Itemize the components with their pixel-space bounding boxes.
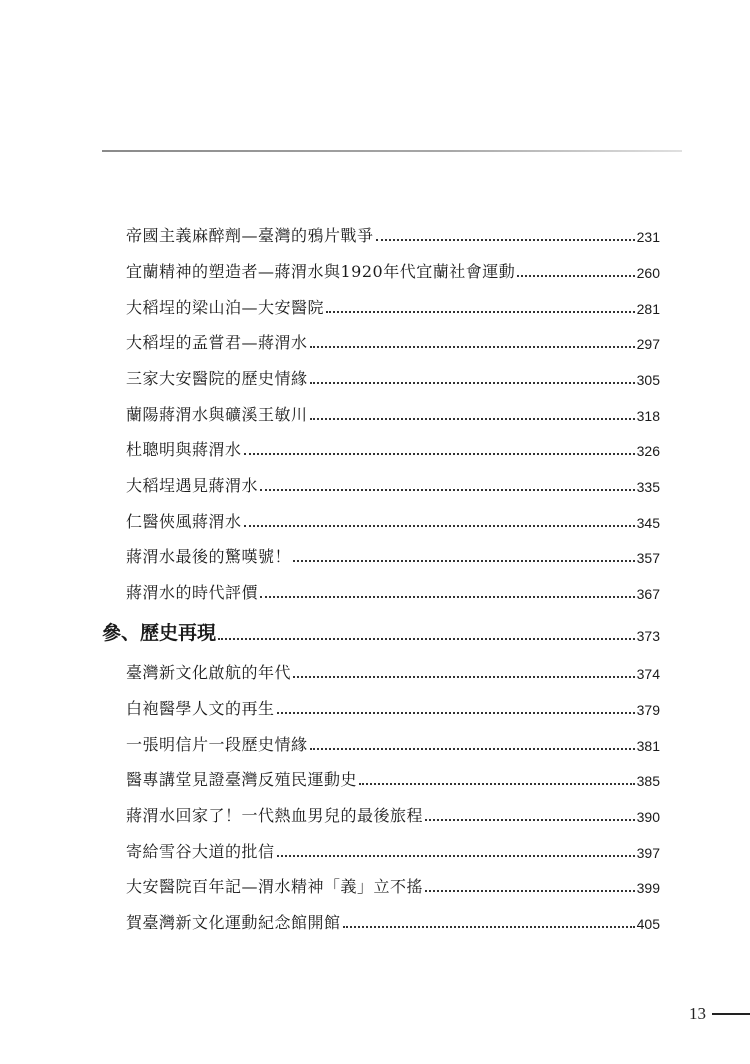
toc-section-heading[interactable] xyxy=(102,617,660,645)
toc-entry[interactable] xyxy=(126,838,660,862)
toc-entry[interactable] xyxy=(126,731,660,755)
toc-entry[interactable] xyxy=(126,436,660,460)
toc-entry-page: 397 xyxy=(636,845,660,861)
toc-entry-title: 杜聰明與蔣渭水 xyxy=(126,440,242,459)
toc-entry-page: 381 xyxy=(636,738,660,754)
toc-entry[interactable] xyxy=(126,659,660,683)
section-title: 參、歷史再現 xyxy=(102,622,217,644)
toc-entry-title: 大稻埕的梁山泊—大安醫院 xyxy=(126,298,325,317)
toc-entry-title: 大稻埕遇見蔣渭水 xyxy=(126,476,259,495)
toc-entry-title: 白袍醫學人文的再生 xyxy=(126,699,275,718)
toc-entry[interactable] xyxy=(126,802,660,826)
dot-leader xyxy=(326,311,635,313)
toc-entry[interactable] xyxy=(126,222,660,246)
toc-entry-page: 390 xyxy=(636,809,660,825)
toc-entry-title: 一張明信片一段歷史情緣 xyxy=(126,735,308,754)
dot-leader xyxy=(359,783,635,785)
toc-entry[interactable] xyxy=(126,508,660,532)
toc-entry-title: 蘭陽蔣渭水與礦溪王敏川 xyxy=(126,405,308,424)
toc-entry-page: 374 xyxy=(636,666,660,682)
toc-entry-title: 臺灣新文化啟航的年代 xyxy=(126,663,292,682)
dot-leader xyxy=(244,525,635,527)
dot-leader xyxy=(425,890,635,892)
toc-entry[interactable] xyxy=(126,873,660,897)
toc-entry-title: 三家大安醫院的歷史情緣 xyxy=(126,369,308,388)
dot-leader xyxy=(310,748,635,750)
toc-entry[interactable] xyxy=(126,766,660,790)
dot-leader xyxy=(425,819,635,821)
toc-entry-page: 318 xyxy=(636,408,660,424)
toc-entry-title: 帝國主義麻醉劑—臺灣的鴉片戰爭 xyxy=(126,226,374,245)
toc-entry-page: 367 xyxy=(636,586,660,602)
dot-leader xyxy=(517,275,634,277)
dot-leader xyxy=(310,346,635,348)
toc-entry-title: 宜蘭精神的塑造者—蔣渭水與1920年代宜蘭社會運動 xyxy=(126,262,516,281)
dot-leader xyxy=(376,239,635,241)
section-page: 373 xyxy=(636,628,660,644)
toc-entry[interactable] xyxy=(126,579,660,603)
toc-entry-page: 399 xyxy=(636,880,660,896)
dot-leader xyxy=(293,560,635,562)
dot-leader xyxy=(260,489,635,491)
toc-entry-page: 385 xyxy=(636,773,660,789)
toc-entry-title: 大安醫院百年記—渭水精神「義」立不搖 xyxy=(126,877,424,896)
dot-leader xyxy=(277,855,635,857)
dot-leader xyxy=(310,418,635,420)
toc-entry-page: 297 xyxy=(636,336,660,352)
page-number: 13 xyxy=(689,1004,706,1023)
toc-entry-page: 281 xyxy=(636,301,660,317)
toc-entry-title: 賀臺灣新文化運動紀念館開館 xyxy=(126,913,341,932)
toc-entry[interactable] xyxy=(126,909,660,933)
dot-leader xyxy=(218,638,635,640)
dot-leader xyxy=(260,596,635,598)
toc-entry[interactable] xyxy=(126,695,660,719)
toc-entry-title: 大稻埕的孟嘗君—蔣渭水 xyxy=(126,333,308,352)
toc-entry-page: 326 xyxy=(636,443,660,459)
toc-entry[interactable] xyxy=(126,329,660,353)
toc-entry[interactable] xyxy=(126,401,660,425)
dot-leader xyxy=(244,453,635,455)
dot-leader xyxy=(343,926,635,928)
toc-entry-page: 379 xyxy=(636,702,660,718)
dot-leader xyxy=(310,382,635,384)
toc-entry-title: 蔣渭水最後的驚嘆號！ xyxy=(126,547,292,566)
toc-entry[interactable] xyxy=(126,294,660,318)
toc-entry-title: 蔣渭水的時代評價 xyxy=(126,583,259,602)
toc-entry[interactable] xyxy=(126,365,660,389)
toc-entry-page: 305 xyxy=(636,372,660,388)
toc-entry-title: 蔣渭水回家了！一代熱血男兒的最後旅程 xyxy=(126,806,424,825)
footer-rule xyxy=(712,1013,750,1015)
toc-entry-page: 231 xyxy=(636,229,660,245)
toc-entry-title: 仁醫俠風蔣渭水 xyxy=(126,512,242,531)
toc-entry-page: 357 xyxy=(636,550,660,566)
dot-leader xyxy=(293,676,635,678)
toc-entry[interactable] xyxy=(126,472,660,496)
toc-entry-page: 335 xyxy=(636,479,660,495)
page-footer xyxy=(689,1002,750,1026)
toc-entry-page: 260 xyxy=(636,265,660,281)
toc-entry-page: 345 xyxy=(636,515,660,531)
dot-leader xyxy=(277,712,635,714)
toc-entry[interactable] xyxy=(126,543,660,567)
toc-entry-title: 寄給雪谷大道的批信 xyxy=(126,842,275,861)
header-rule xyxy=(102,150,682,152)
toc-entry-title: 醫專講堂見證臺灣反殖民運動史 xyxy=(126,770,358,789)
toc-entry-page: 405 xyxy=(636,916,660,932)
toc-entry[interactable] xyxy=(126,258,660,282)
